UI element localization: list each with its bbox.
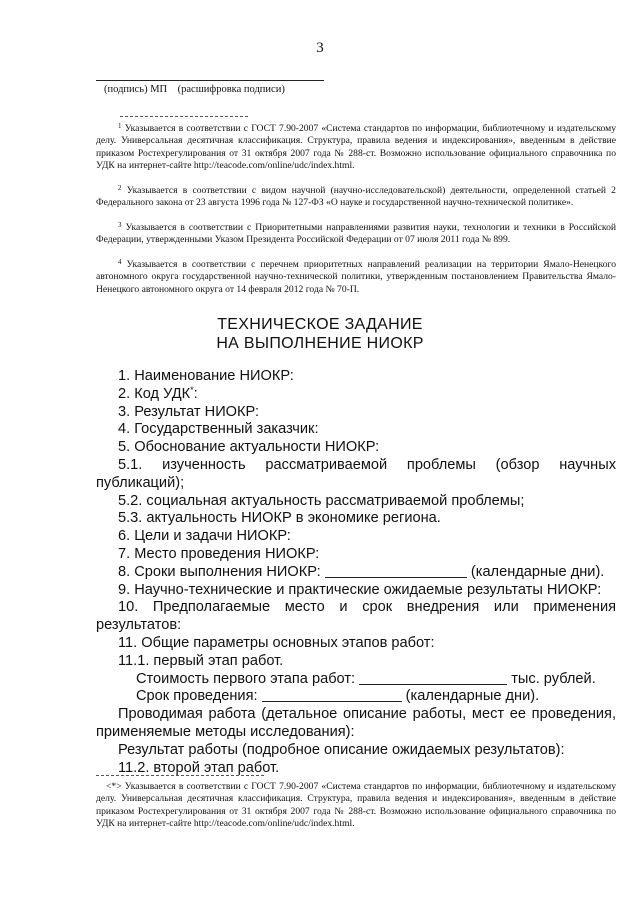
cost-label: Стоимость первого этапа работ: (136, 670, 356, 687)
document-title-line-2: НА ВЫПОЛНЕНИЕ НИОКР (216, 335, 424, 352)
item-5-1-cont: публикаций); (96, 474, 185, 491)
period-label: Срок проведения: (136, 688, 258, 705)
period-blank (262, 688, 402, 702)
footnote-3 (96, 222, 616, 247)
bottom-footnote-mark: <*> (106, 781, 122, 792)
document-title-line-1: ТЕХНИЧЕСКОЕ ЗАДАНИЕ (217, 316, 423, 333)
footnote-4 (96, 259, 616, 296)
footnote-text: Указывается в соответствии с Приоритетными направлениями развития науки, технологии и техники в Российской Федерации, утвержденными Указом Президента Российской Федерации от 07 июля 2011 года № 899. (96, 222, 616, 246)
period-unit: (календарные дни). (405, 688, 540, 705)
item-2-colon: : (193, 385, 198, 402)
item-5-2: 5.2. социальная актуальность рассматриваемой проблемы; (118, 492, 525, 509)
footnote-2 (96, 185, 616, 210)
item-8 (118, 564, 616, 582)
item-5-3: 5.3. актуальность НИОКР в экономике региона. (118, 510, 441, 527)
footnote-text: Указывается в соответствии с перечнем приоритетных направлений реализации на территории Ямало-Ненецкого автономного округа государственной научно-технической политики, утвержденным постановлением Правительства Ямало-Ненецкого автономного округа от 14 февраля 2012 года № 70-П. (96, 259, 616, 295)
item-9: 9. Научно-технические и практические ожидаемые результаты НИОКР: (118, 581, 602, 598)
item-5-1: 5.1. изученность рассматриваемой проблемы (обзор научных (118, 456, 616, 473)
work-result: Результат работы (подробное описание ожидаемых результатов): (118, 741, 565, 758)
footnote-text: Указывается в соответствии с видом научной (научно-исследовательской) деятельности, определенной статьей 2 Федерального закона от 23 августа 1996 года № 127-ФЗ «О науке и государственной научно-технической политике». (96, 185, 616, 209)
item-7: 7. Место проведения НИОКР: (118, 545, 320, 562)
page-number: 3 (316, 40, 324, 56)
item-11-1: 11.1. первый этап работ. (118, 652, 284, 669)
cost-blank (359, 671, 507, 685)
item-3: 3. Результат НИОКР: (118, 403, 259, 420)
item-11-2: 11.2. второй этап работ. (118, 759, 280, 776)
item-10-cont: результатов: (96, 617, 182, 634)
footnote-separator (120, 116, 248, 117)
signature-line (96, 80, 324, 81)
item-2 (118, 386, 616, 404)
item-8-tail: (календарные дни). (470, 563, 605, 580)
item-1: 1. Наименование НИОКР: (118, 368, 294, 384)
footnote-mark: 3 (118, 221, 122, 229)
footnote-mark: 1 (118, 122, 122, 130)
period-line (136, 688, 616, 706)
footnote-mark: 2 (118, 184, 122, 192)
work-description-cont: применяемые методы исследования): (96, 723, 355, 740)
duration-blank (325, 564, 467, 578)
cost-line (136, 671, 616, 689)
item-11: 11. Общие параметры основных этапов работ: (118, 634, 435, 651)
item-2-text: 2. Код УДК (118, 385, 191, 402)
footnote-1 (96, 123, 616, 173)
signature-caption: (подпись) МП (расшифровка подписи) (104, 84, 285, 95)
bottom-footnote-text: Указывается в соответствии с ГОСТ 7.90-2007 «Система стандартов по информации, библиотечному и издательскому делу. Универсальная десятичная классификация. Структура, правила ведения и индексирования», введенным в действие приказом Ростехрегулирования от 31 октября 2007 года № 288-ст. Возможно использование официального справочника по УДК на интернет-сайте http://teacode.com/online/udc/index.html. (96, 781, 616, 830)
cost-unit: тыс. рублей. (511, 670, 596, 687)
footnote-mark: 4 (118, 258, 122, 266)
bottom-footnote-separator (96, 775, 264, 776)
item-6: 6. Цели и задачи НИОКР: (118, 528, 291, 545)
item-5: 5. Обоснование актуальности НИОКР: (118, 439, 380, 456)
item-10: 10. Предполагаемые место и срок внедрения или применения (118, 599, 616, 616)
bottom-footnote (96, 781, 616, 831)
item-4: 4. Государственный заказчик: (118, 421, 319, 438)
task-list (96, 368, 616, 777)
footnote-text: Указывается в соответствии с ГОСТ 7.90-2007 «Система стандартов по информации, библиотечному и издательскому делу. Универсальная десятичная классификация. Структура, правила ведения и индексирования», введенным в действие приказом Ростехрегулирования от 31 октября 2007 года № 288-ст. Возможно использование официального справочника по УДК на интернет-сайте http://teacode.com/online/udc/index.html. (96, 123, 616, 172)
item-8-text: 8. Сроки выполнения НИОКР: (118, 563, 321, 580)
work-description: Проводимая работа (детальное описание работы, мест ее проведения, (118, 706, 616, 723)
item-2-mark: * (190, 384, 194, 395)
